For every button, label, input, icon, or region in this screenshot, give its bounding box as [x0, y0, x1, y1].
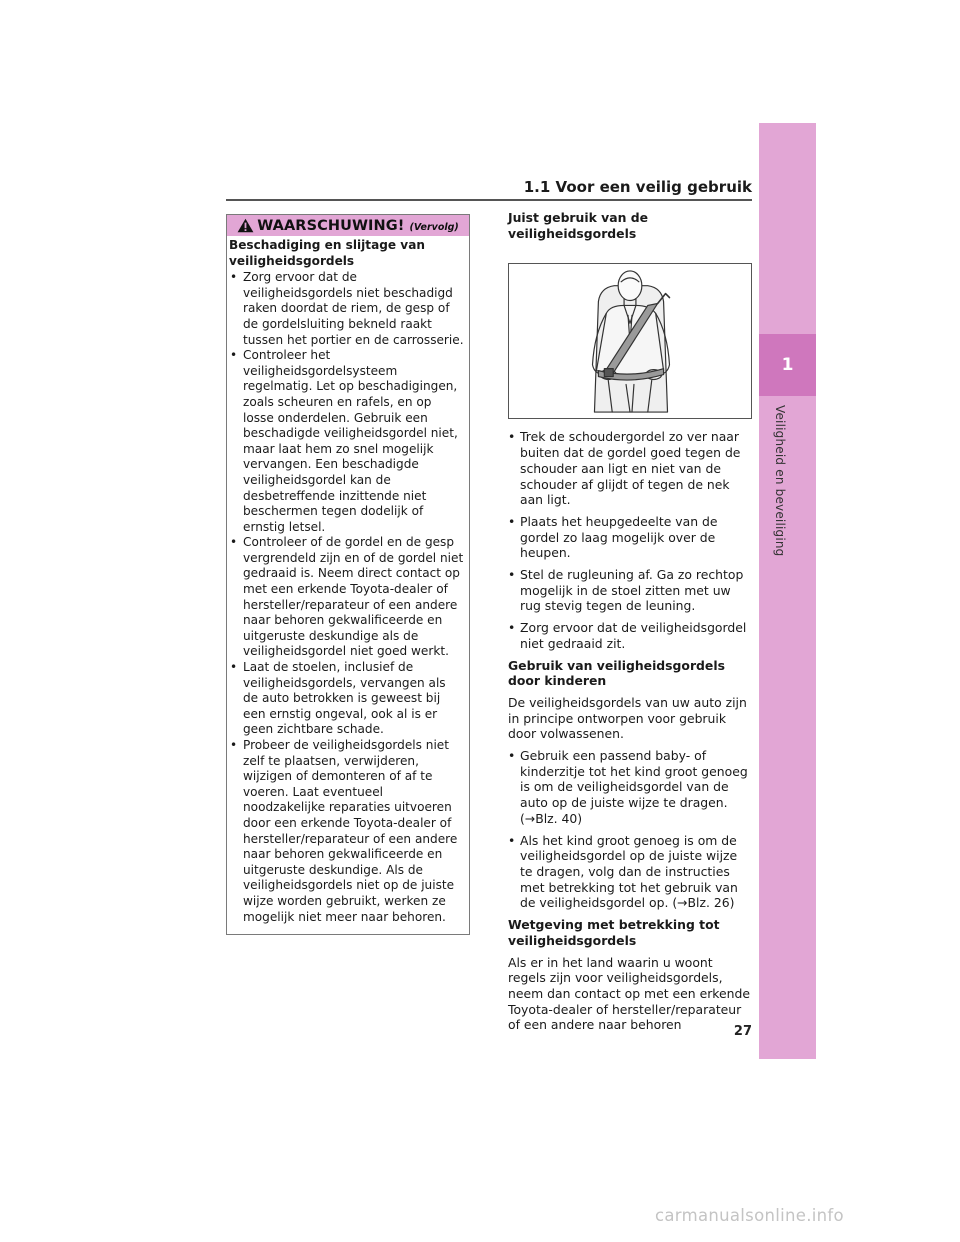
chapter-number: 1: [781, 355, 794, 375]
warning-continued: (Vervolg): [409, 221, 459, 233]
warning-body: [227, 236, 469, 925]
section-header-title: 1.1 Voor een veilig gebruik: [523, 178, 752, 196]
warning-title: WAARSCHUWING!: [257, 217, 405, 234]
warning-list: [229, 270, 464, 925]
seatbelt-illustration: [508, 263, 752, 419]
bullet: •: [508, 832, 516, 848]
header-rule: [226, 199, 752, 201]
list-item: [508, 833, 752, 912]
warning-header: [227, 215, 469, 236]
list-item-text: Controleer het veiligheidsgordelsysteem regelmatig. Let op beschadigingen, zoals scheuren en rafels, en op losse onderdelen. Gebruik een beschadigde veiligheidsgordel niet, maar laat hem zo snel mogelijk vervangen. Een beschadigde veiligheidsgordel kan de desbetreffende inzittende niet beschermen tegen dodelijk of ernstig letsel.: [243, 348, 458, 534]
chapter-side-tab: [759, 123, 816, 1059]
bullet: •: [230, 348, 238, 363]
bullet: •: [508, 620, 516, 636]
list-item-text: Trek de schoudergordel zo ver naar buiten dat de gordel goed tegen de schouder aan ligt en niet van de schouder af glijdt of tegen de nek aan ligt.: [520, 429, 741, 508]
warning-box: [226, 214, 470, 935]
bullet: •: [230, 270, 238, 285]
bullet: •: [508, 748, 516, 764]
right-column: [508, 210, 752, 1039]
correct-use-list: [508, 429, 752, 651]
list-item: [229, 348, 464, 535]
list-item: [508, 514, 752, 561]
list-item: [229, 270, 464, 348]
list-item: [229, 535, 464, 660]
list-item-text: Zorg ervoor dat de veiligheidsgordel niet gedraaid zit.: [520, 620, 747, 651]
list-item-text: Laat de stoelen, inclusief de veiligheidsgordels, vervangen als de auto betrokken is geweest bij een ernstig ongeval, ook al is er geen zichtbare schade.: [243, 660, 446, 737]
bullet: •: [230, 738, 238, 752]
watermark: carmanualsonline.info: [655, 1206, 844, 1225]
warning-heading: Beschadiging en slijtage van veiligheidsgordels: [229, 238, 425, 268]
section-heading-legislation: Wetgeving met betrekking tot veiligheidsgordels: [508, 917, 720, 948]
list-item: [508, 748, 752, 827]
children-list: [508, 748, 752, 911]
page-number: 27: [733, 1024, 752, 1039]
list-item-text: Probeer de veiligheidsgordels niet zelf te plaatsen, verwijderen, wijzigen of demonteren of af te voeren. Laat eventueel noodzakelijke reparaties uitvoeren door een erkende Toyota-dealer of hersteller/reparateur of een andere naar behoren gekwalificeerde en uitgeruste deskundige. Als de veiligheidsgordels niet op de juiste wijze worden gebruikt, werken ze mogelijk niet meer naar behoren.: [243, 738, 458, 924]
bullet: •: [230, 535, 238, 550]
list-item-text: Stel de rugleuning af. Ga zo rechtop mogelijk in de stoel zitten met uw rug stevig tegen de leuning.: [520, 567, 744, 614]
chapter-number-tab: [759, 334, 816, 396]
list-item: [229, 660, 464, 738]
list-item: [229, 738, 464, 925]
legislation-paragraph: Als er in het land waarin u woont regels zijn voor veiligheidsgordels, neem dan contact op met een erkende Toyota-dealer of hersteller/reparateur of een andere naar behoren: [508, 954, 750, 1033]
bullet: •: [508, 513, 516, 529]
bullet: •: [508, 429, 516, 445]
bullet: •: [230, 660, 238, 675]
list-item-text: Gebruik een passend baby- of kinderzitje tot het kind groot genoeg is om de veiligheidsgordel van de auto op de juiste wijze te dragen. (→Blz. 40): [520, 748, 748, 826]
list-item-text: Plaats het heupgedeelte van de gordel zo laag mogelijk over de heupen.: [520, 513, 718, 561]
section-heading-correct-use: Juist gebruik van de veiligheidsgordels: [508, 210, 649, 241]
list-item: [508, 567, 752, 614]
list-item: [508, 620, 752, 651]
list-item: [508, 429, 752, 508]
list-item-text: Als het kind groot genoeg is om de veiligheidsgordel op de juiste wijze te dragen, volg dan de instructies met betrekking tot het gebruik van de veiligheidsgordel op. (→Blz. 26): [520, 832, 738, 911]
warning-triangle-icon: [237, 218, 254, 233]
bullet: •: [508, 567, 516, 583]
section-heading-children: Gebruik van veiligheidsgordels door kinderen: [508, 657, 725, 689]
list-item-text: Zorg ervoor dat de veiligheidsgordels niet beschadigd raken doordat de riem, de gesp of de gordelsluiting bekneld raakt tussen het portier en de carrosserie.: [243, 270, 464, 347]
chapter-label: Veiligheid en beveiliging: [773, 405, 787, 557]
list-item-text: Controleer of de gordel en de gesp vergrendeld zijn en of de gordel niet gedraaid is. Neem direct contact op met een erkende Toyota-dealer of hersteller/reparateur of een andere naar behoren gekwalificeerde en uitgeruste deskundige als de veiligheidsgordel niet goed werkt.: [243, 535, 464, 659]
children-paragraph: De veiligheidsgordels van uw auto zijn in principe ontworpen voor gebruik door volwassenen.: [508, 694, 747, 742]
